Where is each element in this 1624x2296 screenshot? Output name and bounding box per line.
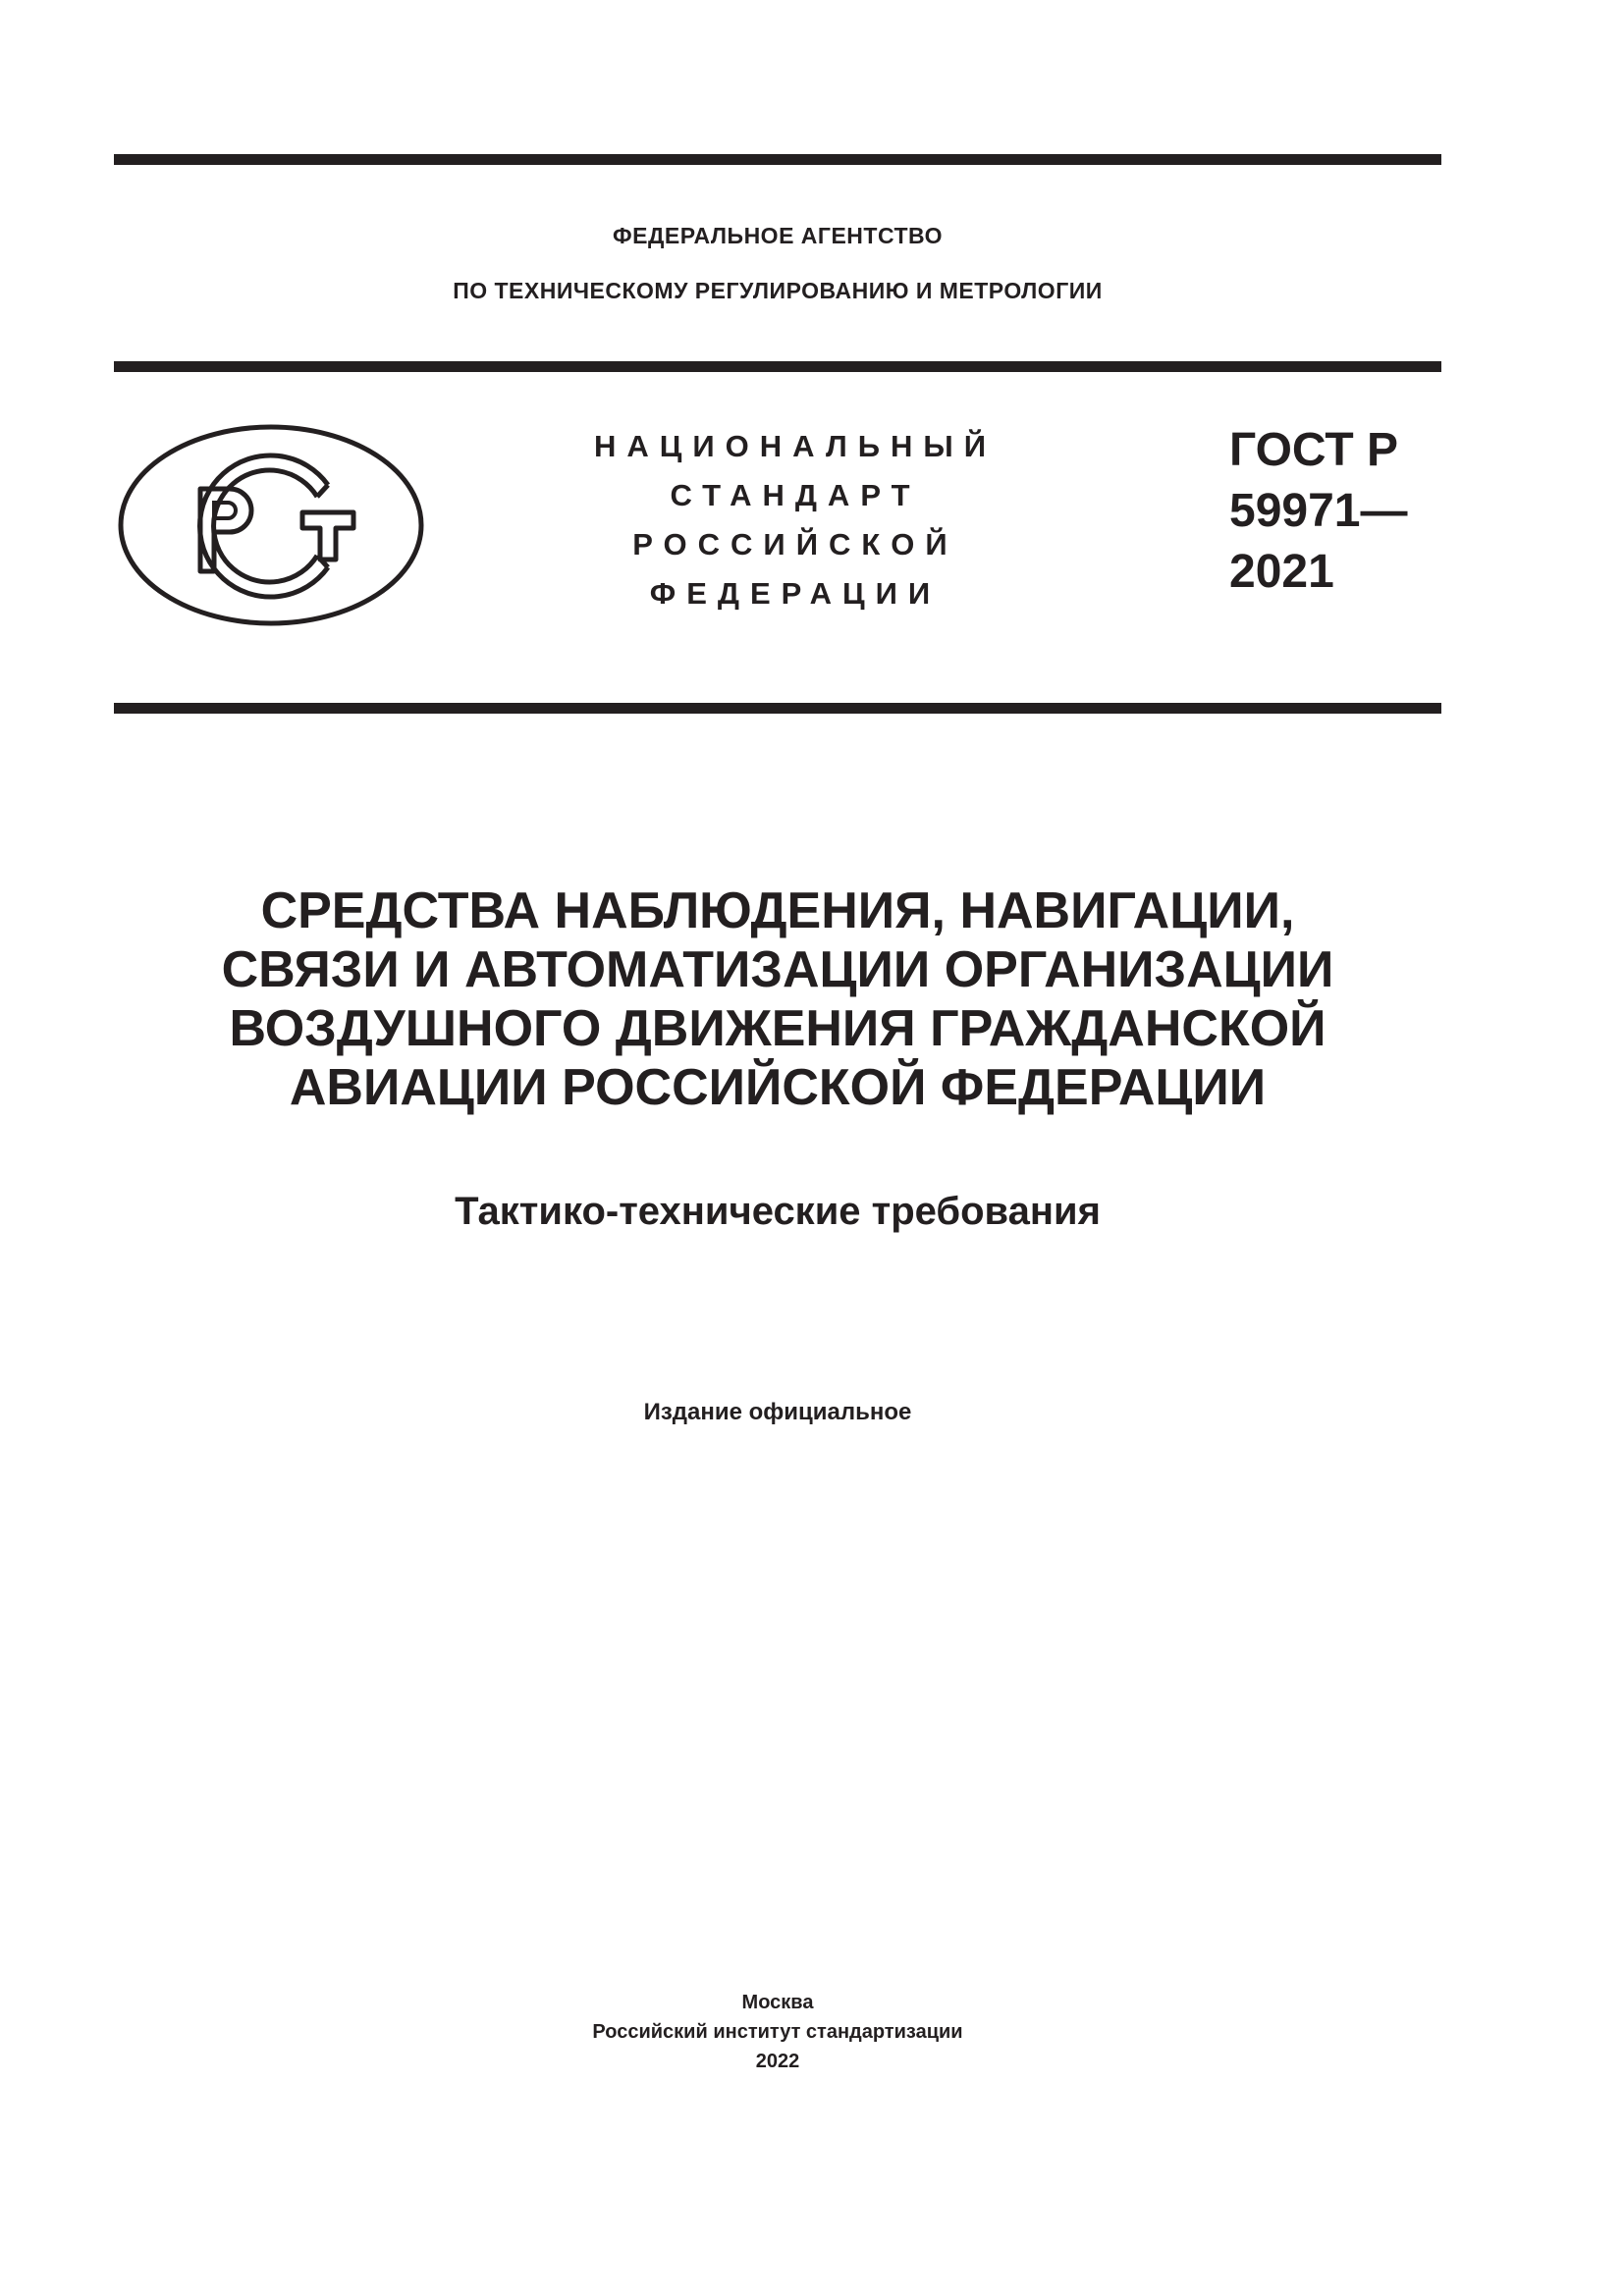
top-rule <box>114 154 1441 165</box>
logo-rule <box>114 703 1441 714</box>
rst-logo-icon <box>114 420 428 631</box>
imprint <box>114 1988 1441 2076</box>
agency-line-2: ПО ТЕХНИЧЕСКОМУ РЕГУЛИРОВАНИЮ И МЕТРОЛОГИИ <box>453 278 1103 303</box>
standard-designation <box>1229 420 1407 603</box>
imprint-publisher: Российский институт стандартизации <box>592 2021 963 2043</box>
agency-line-1: ФЕДЕРАЛЬНОЕ АГЕНТСТВО <box>613 223 943 248</box>
designation-line-2: 59971— <box>1229 485 1408 537</box>
national-standard-line-2: СТАНДАРТ <box>670 478 921 512</box>
imprint-city: Москва <box>741 1992 814 2013</box>
title-line-2: СВЯЗИ И АВТОМАТИЗАЦИИ ОРГАНИЗАЦИИ <box>221 941 1334 998</box>
designation-line-3: 2021 <box>1229 546 1334 598</box>
national-standard-line-3: РОССИЙСКОЙ <box>632 527 958 561</box>
header-rule <box>114 361 1441 372</box>
document-subtitle: Тактико-технические требования <box>455 1190 1101 1233</box>
title-line-4: АВИАЦИИ РОССИЙСКОЙ ФЕДЕРАЦИИ <box>289 1059 1267 1116</box>
national-standard-line-1: НАЦИОНАЛЬНЫЙ <box>593 429 998 463</box>
edition-label: Издание официальное <box>643 1399 912 1425</box>
imprint-year: 2022 <box>755 2051 800 2072</box>
national-standard-label <box>550 422 1041 618</box>
title-line-3: ВОЗДУШНОГО ДВИЖЕНИЯ ГРАЖДАНСКОЙ <box>229 1000 1326 1057</box>
title-line-1: СРЕДСТВА НАБЛЮДЕНИЯ, НАВИГАЦИИ, <box>260 882 1295 939</box>
national-standard-line-4: ФЕДЕРАЦИИ <box>649 576 942 611</box>
designation-line-1: ГОСТ Р <box>1229 424 1399 476</box>
document-title <box>114 881 1441 1117</box>
